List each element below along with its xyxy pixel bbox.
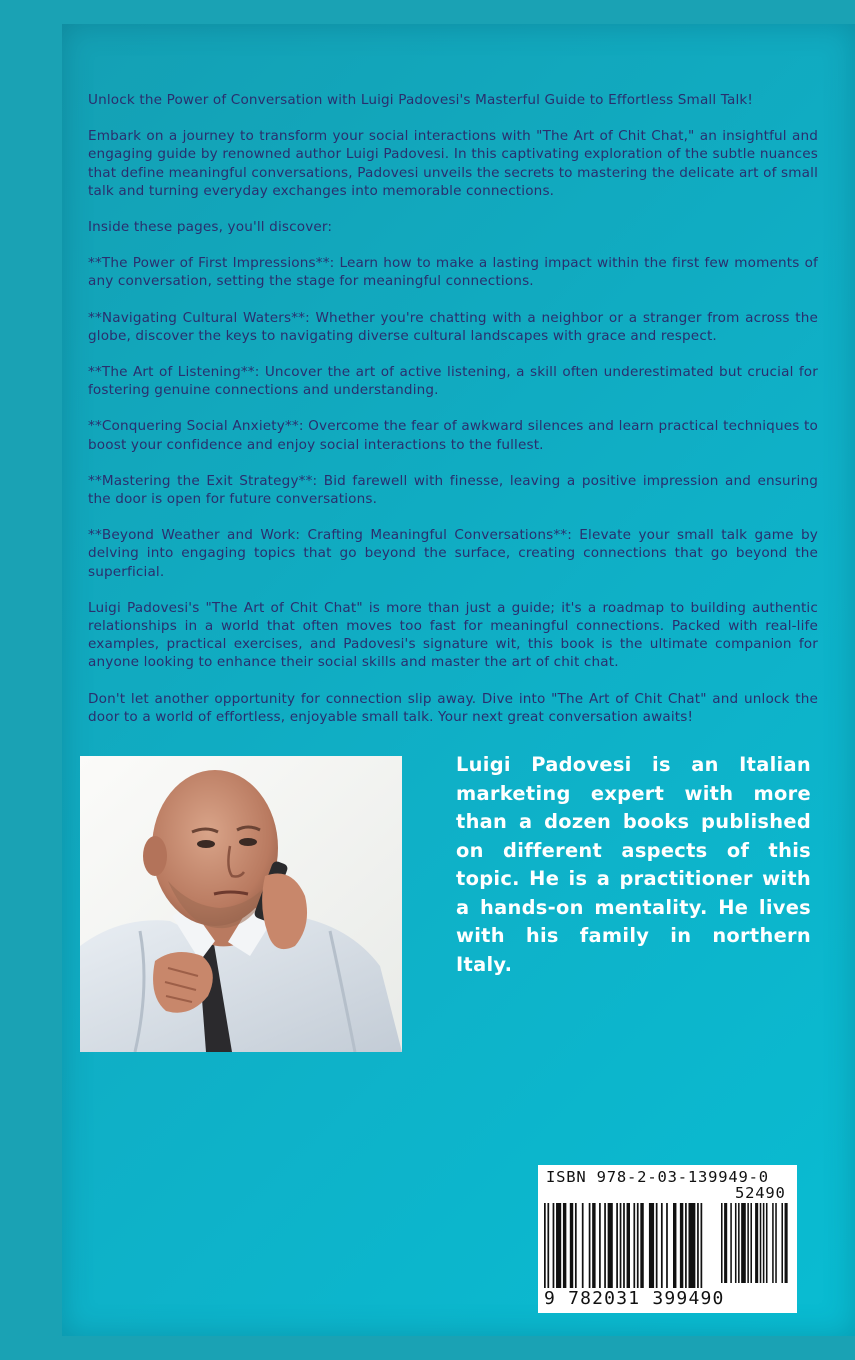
blurb-summary: Luigi Padovesi's "The Art of Chit Chat" is more than just a guide; it's a roadmap to building authentic relationships in a world that often moves too fast for meaningful connections. Packed with real-life examples, practical exercises, and Padovesi's signature wit, this book is the ultimate companion for anyone looking to enhance their social skills and master the art of chit chat. [88, 599, 818, 671]
blurb-intro: Embark on a journey to transform your social interactions with "The Art of Chit Chat," an insightful and engaging guide by renowned author Luigi Padovesi. In this captivating exploration of the subtle nuances that define meaningful conversations, Padovesi unveils the secrets to mastering the delicate art of small talk and turning everyday exchanges into memorable connections. [88, 128, 818, 199]
blurb-point: **Mastering the Exit Strategy**: Bid farewell with finesse, leaving a positive impression and ensuring the door is open for future conversations. [88, 472, 818, 508]
barcode-bar [666, 1203, 668, 1299]
barcode-bar [730, 1203, 732, 1283]
barcode-bar [724, 1203, 727, 1283]
blurb-point: **The Power of First Impressions**: Learn how to make a lasting impact within the first few moments of any conversation, setting the stage for meaningful connections. [88, 255, 818, 290]
blurb-point: **The Art of Listening**: Uncover the art of active listening, a skill often underestimated but crucial for fostering genuine connections and understanding. [88, 364, 818, 399]
blurb-point: **Navigating Cultural Waters**: Whether you're chatting with a neighbor or a stranger from across the globe, discover the keys to navigating diverse cultural landscapes with grace and respect. [88, 309, 818, 344]
barcode-bar [741, 1203, 746, 1283]
barcode-bar [582, 1203, 584, 1299]
barcode-bar [735, 1203, 737, 1283]
barcode-bar [688, 1203, 695, 1299]
barcode-bar [640, 1203, 643, 1299]
barcode-bar [620, 1203, 622, 1299]
barcode-bar [775, 1203, 777, 1283]
barcode-bar [785, 1203, 788, 1283]
barcode-bar [563, 1203, 566, 1299]
ean-digits: 9 782031 399490 [544, 1288, 725, 1309]
barcode-bar [673, 1203, 676, 1299]
barcode-bar [661, 1203, 663, 1299]
barcode-bar [649, 1203, 654, 1299]
barcode-bar [592, 1203, 595, 1299]
barcode-bar [544, 1203, 546, 1299]
barcode-bar [656, 1203, 658, 1299]
barcode-bar [575, 1203, 577, 1299]
barcode-bar [701, 1203, 703, 1299]
blurb-heading: Unlock the Power of Conversation with Luigi Padovesi's Masterful Guide to Effortless Small Talk! [88, 92, 753, 108]
barcode-bar [750, 1203, 752, 1283]
barcode-bar [755, 1203, 758, 1283]
barcode-bar [616, 1203, 618, 1299]
barcode-bar [685, 1203, 687, 1299]
barcode-bar [760, 1203, 762, 1283]
barcode-bar [627, 1203, 630, 1299]
author-photo [80, 756, 402, 1052]
ean-barcode-bars [544, 1203, 712, 1299]
barcode-bar [766, 1203, 768, 1283]
barcode-bar [547, 1203, 549, 1299]
isbn-barcode [538, 1165, 797, 1313]
barcode-bar [781, 1203, 783, 1283]
barcode-bar [747, 1203, 749, 1283]
barcode-bar [599, 1203, 601, 1299]
barcode-bar [680, 1203, 683, 1299]
barcode-bar [637, 1203, 639, 1299]
barcode-bar [763, 1203, 765, 1283]
price-code: 52490 [735, 1184, 786, 1202]
barcode-bar [721, 1203, 723, 1283]
barcode-bar [633, 1203, 635, 1299]
barcode-bar [553, 1203, 555, 1299]
barcode-bar [608, 1203, 613, 1299]
author-bio: Luigi Padovesi is an Italian marketing expert with more than a dozen books published on different aspects of this topic. He is a practitioner with a hands-on mentality. He lives with his family in northern Italy. [456, 753, 811, 976]
blurb-point: **Beyond Weather and Work: Crafting Meaningful Conversations**: Elevate your small talk game by delving into engaging topics that go beyond the surface, creating connections that go beyond the superficial. [88, 527, 818, 580]
blurb-closing: Don't let another opportunity for connection slip away. Dive into "The Art of Chit Chat" and unlock the door to a world of effortless, enjoyable small talk. Your next great conversation awaits! [88, 690, 818, 725]
isbn-label: ISBN 978-2-03-139949-0 [546, 1168, 769, 1186]
blurb-text [88, 91, 818, 744]
blurb-point: **Conquering Social Anxiety**: Overcome the fear of awkward silences and learn practical techniques to boost your confidence and enjoy social interactions to the fullest. [88, 418, 818, 453]
barcode-bar [623, 1203, 625, 1299]
barcode-bar [697, 1203, 699, 1299]
barcode-bar [604, 1203, 606, 1299]
barcode-bar [556, 1203, 561, 1299]
barcode-bar [738, 1203, 740, 1283]
barcode-bar [589, 1203, 591, 1299]
author-portrait-illustration [80, 756, 402, 1052]
barcode-bar [570, 1203, 573, 1299]
blurb-lead: Inside these pages, you'll discover: [88, 219, 333, 236]
barcode-bar [772, 1203, 774, 1283]
addon-barcode-bars [721, 1203, 791, 1283]
